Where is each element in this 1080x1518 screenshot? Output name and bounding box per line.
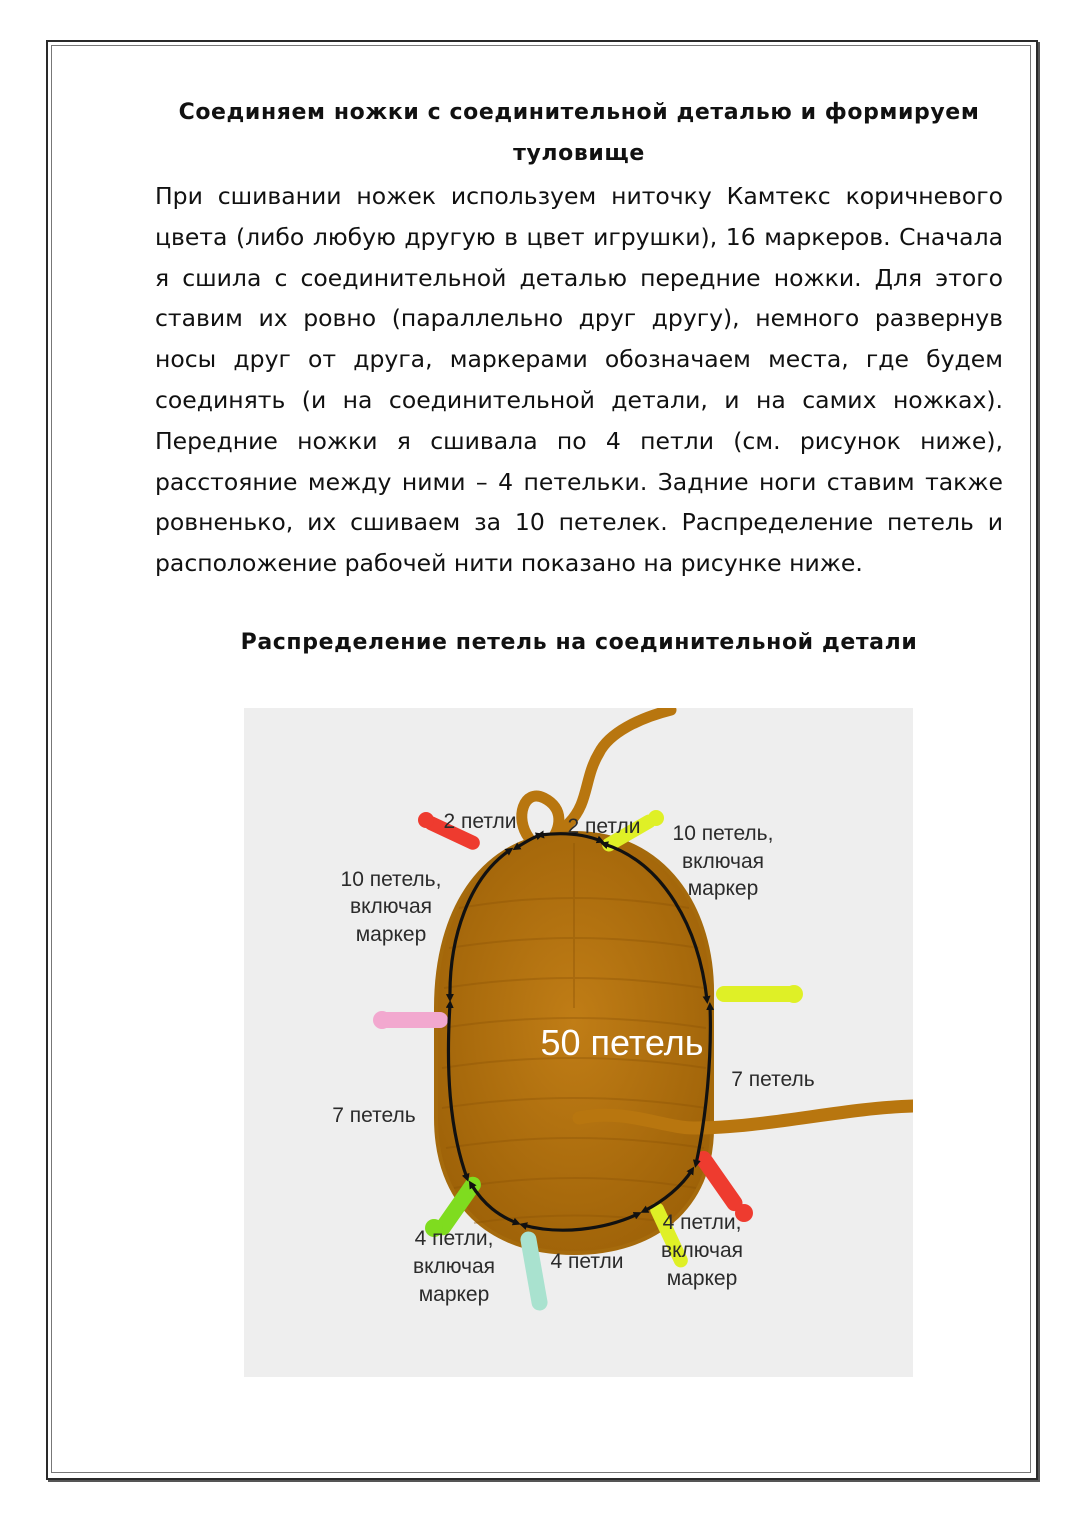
label-bottom-right-2: включая [660,1239,744,1262]
label-bottom-right-1: 4 петли, [662,1211,742,1234]
label-upper-left-2: включая [349,895,433,918]
label-bottom-left-1: 4 петли, [414,1227,494,1250]
label-upper-right-3: маркер [687,877,759,900]
label-bottom-left-3: маркер [418,1283,490,1306]
label-upper-left-3: маркер [355,923,427,946]
label-middle-left: 7 петель [332,1104,416,1127]
label-upper-left-1: 10 петель, [340,868,442,891]
section-heading-line-2: туловище [513,141,645,166]
marker-yellow-right [716,985,803,1003]
label-bottom-right-3: маркер [666,1267,738,1290]
marker-pink-left [373,1011,448,1029]
label-bottom-center: 4 петли [550,1250,624,1273]
label-upper-right-1: 10 петель, [672,822,774,845]
instruction-paragraph: При сшивании ножек используем ниточку Камтекс коричневого цвета (либо любую другую в цвет игрушки), 16 маркеров. Сначала я сшила с соединительной деталью передние ножки. Для этого ставим их ровно (параллельно друг другу), немного развернув носы друг от друга, маркерами обозначаем места, где будем соединять (и на соединительной детали, и на самих ножках). Передние ножки я сшивала по 4 петли (см. рисунок ниже), расстояние между ними – 4 петельки. Задние ноги ставим также ровненько, их сшиваем за 10 петелек. Распределение петель и расположение рабочей нити показано на рисунке ниже. [155,182,1003,578]
label-top-left: 2 петли [443,810,517,833]
figure-title: Распределение петель на соединительной детали [240,630,918,655]
label-middle-right: 7 петель [731,1068,815,1091]
section-heading-line-1: Соединяем ножки с соединительной деталью и формируем [178,100,980,125]
label-upper-right-2: включая [681,850,765,873]
figure-photo [244,708,913,1377]
center-stitch-count: 50 петель [540,1022,704,1063]
label-top-right: 2 петли [567,815,641,838]
label-bottom-left-2: включая [412,1255,496,1278]
